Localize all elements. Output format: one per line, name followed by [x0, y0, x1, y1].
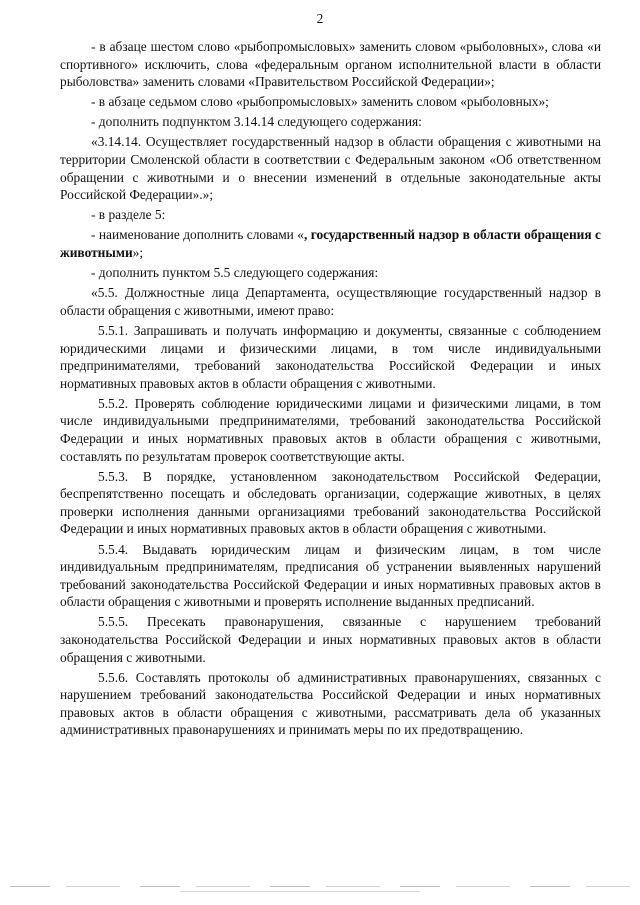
- paragraph-point-5-5: [60, 284, 601, 319]
- paragraph-add-subpoint: [60, 113, 601, 131]
- paragraph-text: 5.5.3. В порядке, установленном законодательством Российской Федерации, беспрепятственно посещать и обследовать организации, содержащие животных, в целях проверки исполнения данными организациями требований законодательства Российской Федерации и иных нормативных правовых актов в области обращения с животными.: [60, 468, 601, 537]
- paragraph-text: - наименование дополнить словами «: [91, 227, 304, 243]
- paragraph-5-5-3: [60, 468, 601, 538]
- paragraph-text: 5.5.6. Составлять протоколы об административных правонарушениях, связанных с нарушением требований законодательства Российской Федерации и иных нормативных правовых актов в области обращения с животными, рассматривать дела об указанных административных правонарушениях и принимать меры по их предотвращению.: [60, 669, 601, 738]
- paragraph-text: «3.14.14. Осуществляет государственный надзор в области обращения с животными на территории Смоленской области в соответствии с Федеральным законом «Об ответственном обращении с животными и о внесении изменений в отдельные законодательные акты Российской Федерации».»;: [60, 134, 601, 203]
- paragraph-text: - в абзаце шестом слово «рыбопромысловых» заменить словом «рыболовных», слова «и спортивного» исключить, слова «федеральным органом исполнительной власти в области рыболовства» заменить словами «Правительством Российской Федерации»;: [60, 39, 601, 90]
- paragraph-amend-abzac-7: [60, 93, 601, 111]
- paragraph-text: «5.5. Должностные лица Департамента, осуществляющие государственный надзор в области обращения с животными, имеют право:: [60, 285, 601, 318]
- paragraph-text: - в разделе 5:: [91, 207, 166, 223]
- paragraph-text: 5.5.4. Выдавать юридическим лицам и физическим лицам, в том числе индивидуальным предпринимателям, предписания об устранении выявленных нарушений требований законодательства Российской Федерации и иных нормативных правовых актов в области обращения с животными и проверять исполнение выданных предписаний.: [60, 541, 601, 610]
- paragraph-text: 5.5.1. Запрашивать и получать информацию и документы, связанные с соблюдением юридическими лицами и физическими лицами, в том числе индивидуальными предпринимателями, требований законодательства Российской Федерации и иных нормативных правовых актов в области обращения с животными.: [60, 322, 601, 391]
- paragraph-5-5-6: [60, 669, 601, 739]
- document-body: [60, 38, 601, 742]
- paragraph-text: 5.5.5. Пресекать правонарушения, связанные с нарушением требований законодательства Российской Федерации и иных нормативных правовых актов в области обращения с животными.: [60, 614, 601, 665]
- paragraph-add-point-5-5: [60, 264, 601, 282]
- paragraph-5-5-1: [60, 322, 601, 392]
- scan-artifact-line: [180, 891, 420, 892]
- paragraph-text-suffix: »;: [132, 245, 144, 261]
- paragraph-amend-abzac-6: [60, 38, 601, 91]
- paragraph-section-5: [60, 206, 601, 224]
- paragraph-5-5-4: [60, 541, 601, 611]
- scan-artifact-line: [10, 886, 630, 887]
- paragraph-5-5-2: [60, 395, 601, 465]
- paragraph-bold-insert: , государственный надзор в области обращения с животными: [60, 227, 601, 261]
- paragraph-5-5-5: [60, 613, 601, 666]
- page-number: 2: [316, 11, 324, 26]
- paragraph-text: 5.5.2. Проверять соблюдение юридическими лицами и физическими лицами, в том числе индивидуальными предпринимателями, требований законодательства Российской Федерации и иных нормативных правовых актов в области обращения с животными, составлять по результатам проверок соответствующие акты.: [60, 395, 601, 464]
- paragraph-text: - в абзаце седьмом слово «рыбопромысловых» заменить словом «рыболовных»;: [91, 94, 549, 110]
- paragraph-text: - дополнить пунктом 5.5 следующего содержания:: [91, 265, 379, 281]
- paragraph-section-title-amend: [60, 226, 601, 261]
- paragraph-subpoint-3-14-14: [60, 133, 601, 203]
- paragraph-text: - дополнить подпунктом 3.14.14 следующего содержания:: [91, 114, 422, 130]
